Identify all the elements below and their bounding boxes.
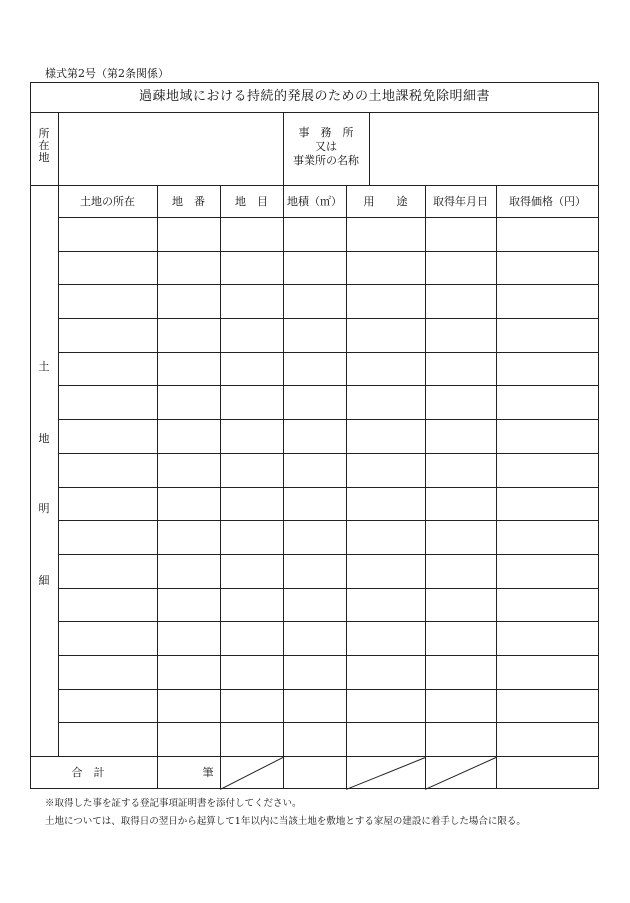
cell-acquisition-price[interactable] (497, 218, 599, 251)
cell-area[interactable] (284, 218, 346, 251)
cell-location[interactable] (59, 353, 157, 386)
cell-lot-number[interactable] (158, 488, 220, 521)
col-header-acquisition-date: 取得年月日 (433, 195, 488, 208)
cell-lot-number[interactable] (158, 690, 220, 723)
cell-use[interactable] (347, 521, 425, 554)
cell-location[interactable] (59, 386, 157, 419)
cell-acquisition-date[interactable] (426, 488, 496, 521)
cell-location[interactable] (59, 420, 157, 453)
cell-land-category[interactable] (221, 622, 283, 655)
cell-use[interactable] (347, 353, 425, 386)
cell-area[interactable] (284, 353, 346, 386)
cell-area[interactable] (284, 622, 346, 655)
cell-area[interactable] (284, 420, 346, 453)
cell-acquisition-price[interactable] (497, 454, 599, 487)
cell-area[interactable] (284, 454, 346, 487)
cell-location[interactable] (59, 690, 157, 723)
form-number: 様式第2号（第2条関係） (45, 67, 169, 80)
col-header-use: 用 途 (363, 195, 408, 208)
cell-acquisition-price[interactable] (497, 690, 599, 723)
totals-label: 合 計 (71, 766, 105, 779)
cell-area[interactable] (284, 386, 346, 419)
cell-land-category[interactable] (221, 285, 283, 318)
office-name-value[interactable] (370, 113, 599, 185)
cell-acquisition-date[interactable] (426, 386, 496, 419)
cell-land-category[interactable] (221, 555, 283, 588)
form-title: 過疎地域における持続的発展のための土地課税免除明細書 (138, 89, 490, 104)
cell-acquisition-date[interactable] (426, 589, 496, 622)
cell-lot-number[interactable] (158, 353, 220, 386)
side-label-char-4: 細 (38, 574, 50, 587)
cell-acquisition-price[interactable] (497, 723, 599, 756)
location-value[interactable] (59, 113, 282, 185)
col-header-lot-number: 地 番 (172, 195, 205, 208)
cell-lot-number[interactable] (158, 521, 220, 554)
cell-land-category[interactable] (221, 589, 283, 622)
note-condition: 土地については、取得日の翌日から起算して1年以内に当該土地を敷地とする家屋の建設に着手した場合に限る。 (45, 816, 526, 827)
cell-acquisition-date[interactable] (426, 454, 496, 487)
cell-area[interactable] (284, 656, 346, 689)
cell-land-category[interactable] (221, 488, 283, 521)
cell-area[interactable] (284, 319, 346, 352)
cell-acquisition-date[interactable] (426, 420, 496, 453)
cell-location[interactable] (59, 723, 157, 756)
cell-location[interactable] (59, 454, 157, 487)
totals-price-value[interactable] (497, 757, 599, 789)
location-label: 所 在 地 (38, 127, 50, 164)
cell-acquisition-price[interactable] (497, 555, 599, 588)
cell-use[interactable] (347, 622, 425, 655)
cell-acquisition-price[interactable] (497, 319, 599, 352)
cell-location[interactable] (59, 252, 157, 285)
cell-use[interactable] (347, 589, 425, 622)
cell-location[interactable] (59, 218, 157, 251)
totals-unit: 筆 (202, 766, 214, 779)
cell-lot-number[interactable] (158, 252, 220, 285)
cell-area[interactable] (284, 589, 346, 622)
note-attachment: ※取得した事を証する登記事項証明書を添付してください。 (45, 798, 302, 809)
cell-use[interactable] (347, 285, 425, 318)
cell-area[interactable] (284, 285, 346, 318)
cell-acquisition-date[interactable] (426, 285, 496, 318)
cell-area[interactable] (284, 521, 346, 554)
side-label-char-2: 地 (38, 432, 50, 445)
col-header-acquisition-price: 取得価格（円） (509, 195, 586, 208)
office-label: 事 務 所 又は 事業所の名称 (293, 126, 359, 167)
cell-land-category[interactable] (221, 656, 283, 689)
cell-acquisition-date[interactable] (426, 319, 496, 352)
cell-area[interactable] (284, 555, 346, 588)
cell-lot-number[interactable] (158, 285, 220, 318)
col-header-area: 地積（㎡） (287, 195, 342, 208)
cell-lot-number[interactable] (158, 420, 220, 453)
cell-location[interactable] (59, 488, 157, 521)
totals-area-value[interactable] (284, 757, 346, 789)
cell-land-category[interactable] (221, 723, 283, 756)
cell-land-category[interactable] (221, 521, 283, 554)
cell-acquisition-date[interactable] (426, 353, 496, 386)
cell-acquisition-date[interactable] (426, 690, 496, 723)
cell-lot-number[interactable] (158, 386, 220, 419)
cell-lot-number[interactable] (158, 555, 220, 588)
cell-lot-number[interactable] (158, 454, 220, 487)
cell-area[interactable] (284, 252, 346, 285)
cell-use[interactable] (347, 555, 425, 588)
cell-acquisition-price[interactable] (497, 622, 599, 655)
cell-area[interactable] (284, 723, 346, 756)
cell-acquisition-date[interactable] (426, 622, 496, 655)
cell-land-category[interactable] (221, 690, 283, 723)
cell-location[interactable] (59, 555, 157, 588)
side-label-char-3: 明 (38, 502, 50, 515)
cell-use[interactable] (347, 656, 425, 689)
cell-acquisition-date[interactable] (426, 252, 496, 285)
cell-acquisition-price[interactable] (497, 386, 599, 419)
col-header-land-category: 地 目 (235, 195, 268, 208)
cell-acquisition-price[interactable] (497, 488, 599, 521)
cell-acquisition-price[interactable] (497, 589, 599, 622)
totals-count-value[interactable] (158, 757, 196, 789)
cell-acquisition-price[interactable] (497, 420, 599, 453)
cell-use[interactable] (347, 420, 425, 453)
cell-lot-number[interactable] (158, 656, 220, 689)
col-header-location: 土地の所在 (80, 195, 135, 208)
cell-acquisition-date[interactable] (426, 656, 496, 689)
cell-location[interactable] (59, 285, 157, 318)
cell-acquisition-date[interactable] (426, 218, 496, 251)
side-label-char-1: 土 (38, 360, 50, 373)
cell-location[interactable] (59, 319, 157, 352)
cell-location[interactable] (59, 656, 157, 689)
cell-use[interactable] (347, 252, 425, 285)
cell-area[interactable] (284, 690, 346, 723)
cell-acquisition-price[interactable] (497, 252, 599, 285)
cell-lot-number[interactable] (158, 218, 220, 251)
cell-use[interactable] (347, 454, 425, 487)
cell-lot-number[interactable] (158, 589, 220, 622)
cell-land-category[interactable] (221, 454, 283, 487)
cell-use[interactable] (347, 723, 425, 756)
cell-acquisition-date[interactable] (426, 723, 496, 756)
cell-lot-number[interactable] (158, 723, 220, 756)
cell-land-category[interactable] (221, 420, 283, 453)
cell-use[interactable] (347, 218, 425, 251)
cell-acquisition-date[interactable] (426, 521, 496, 554)
cell-acquisition-price[interactable] (497, 285, 599, 318)
cell-lot-number[interactable] (158, 622, 220, 655)
cell-location[interactable] (59, 622, 157, 655)
cell-lot-number[interactable] (158, 319, 220, 352)
cell-use[interactable] (347, 386, 425, 419)
cell-land-category[interactable] (221, 252, 283, 285)
cell-area[interactable] (284, 488, 346, 521)
cell-acquisition-date[interactable] (426, 555, 496, 588)
cell-location[interactable] (59, 589, 157, 622)
cell-acquisition-price[interactable] (497, 656, 599, 689)
cell-land-category[interactable] (221, 319, 283, 352)
cell-land-category[interactable] (221, 386, 283, 419)
cell-location[interactable] (59, 521, 157, 554)
cell-acquisition-price[interactable] (497, 353, 599, 386)
cell-use[interactable] (347, 690, 425, 723)
cell-use[interactable] (347, 319, 425, 352)
cell-acquisition-price[interactable] (497, 521, 599, 554)
cell-land-category[interactable] (221, 218, 283, 251)
cell-land-category[interactable] (221, 353, 283, 386)
header-divider (30, 185, 599, 186)
cell-use[interactable] (347, 488, 425, 521)
